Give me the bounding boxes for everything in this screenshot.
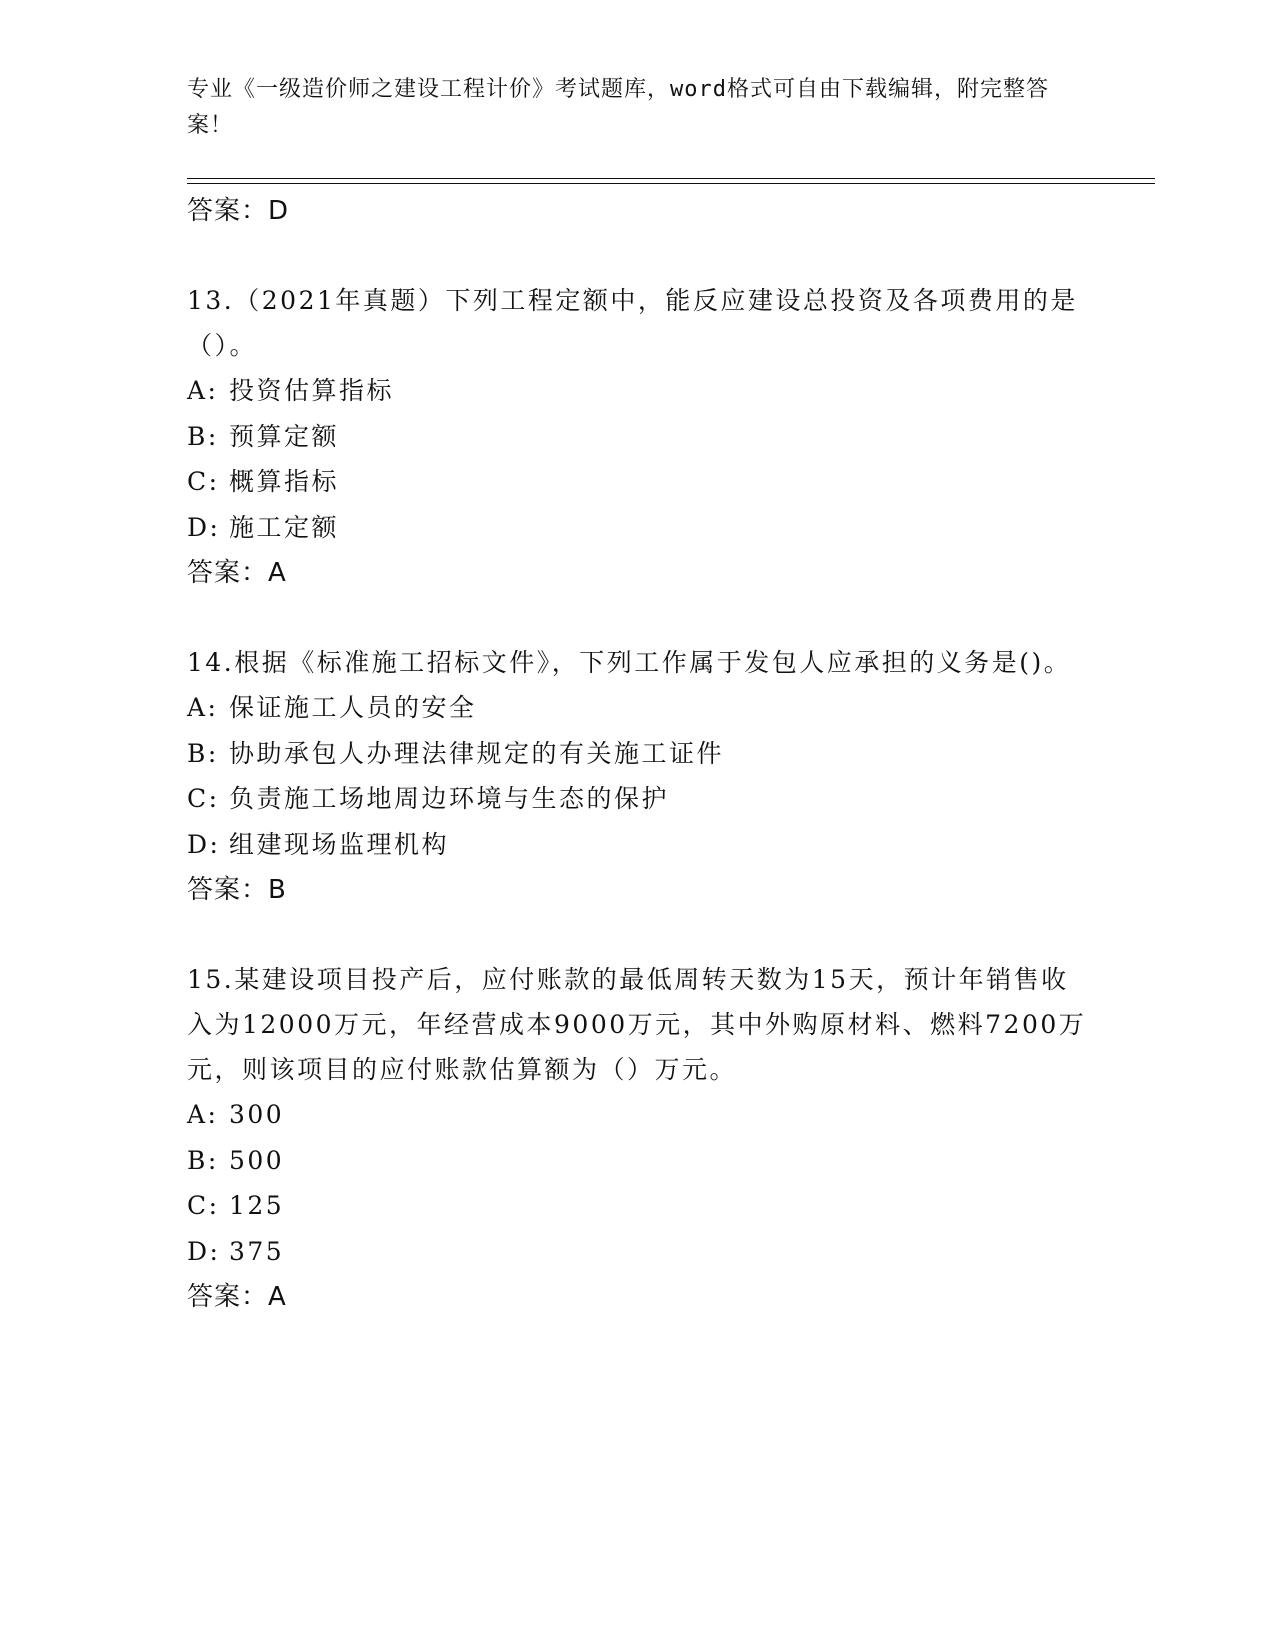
option-text: 概算指标 (229, 467, 340, 496)
previous-answer: 答案：D (187, 196, 290, 226)
option-letter: C: (187, 1191, 220, 1220)
document-header (187, 72, 1067, 144)
option-text: 组建现场监理机构 (229, 829, 450, 859)
option-text: 300 (229, 1100, 285, 1129)
question-15 (187, 957, 1087, 1320)
option-letter: D: (187, 1236, 221, 1266)
option-letter: B: (187, 738, 219, 768)
question-14 (187, 640, 1087, 913)
answer-line: 答案：A (187, 558, 287, 588)
option-letter: A: (187, 1100, 219, 1129)
option-text: 投资估算指标 (229, 376, 395, 405)
document-body (187, 188, 1087, 1320)
header-divider-bottom (187, 183, 1155, 184)
option-a (187, 1092, 1087, 1138)
option-a (187, 368, 1087, 414)
option-letter: D: (187, 829, 221, 859)
option-text: 施工定额 (229, 512, 340, 542)
question-13 (187, 278, 1087, 596)
option-d (187, 1229, 1087, 1275)
option-letter: C: (187, 784, 220, 813)
option-letter: D: (187, 512, 221, 542)
option-text: 协助承包人办理法律规定的有关施工证件 (229, 738, 725, 768)
question-stem: 14.根据《标准施工招标文件》，下列工作属于发包人应承担的义务是()。 (187, 648, 1072, 677)
answer-line: 答案：B (187, 875, 287, 905)
option-letter: B: (187, 421, 219, 451)
option-letter: C: (187, 467, 220, 496)
option-b (187, 731, 1087, 777)
option-a (187, 685, 1087, 731)
answer-line: 答案：A (187, 1282, 287, 1312)
question-stem: 15.某建设项目投产后，应付账款的最低周转天数为15天，预计年销售收入为12000万元，年经营成本9000万元，其中外购原材料、燃料7200万元，则该项目的应付账款估算额为（）万元。 (187, 965, 1087, 1084)
option-text: 负责施工场地周边环境与生态的保护 (229, 784, 670, 813)
option-letter: B: (187, 1145, 219, 1175)
option-d (187, 505, 1087, 551)
option-text: 保证施工人员的安全 (229, 693, 477, 722)
header-text: 专业《一级造价师之建设工程计价》考试题库，word格式可自由下载编辑，附完整答案！ (187, 77, 1049, 138)
option-d (187, 822, 1087, 868)
header-divider-top (187, 178, 1155, 179)
option-letter: A: (187, 376, 219, 405)
option-c (187, 459, 1087, 505)
question-stem: 13.（2021年真题）下列工程定额中，能反应建设总投资及各项费用的是（）。 (187, 286, 1078, 360)
option-text: 375 (229, 1236, 285, 1266)
option-text: 预算定额 (229, 421, 340, 451)
option-b (187, 414, 1087, 460)
option-c (187, 776, 1087, 822)
option-letter: A: (187, 693, 219, 722)
option-b (187, 1138, 1087, 1184)
option-text: 125 (229, 1191, 285, 1220)
option-text: 500 (229, 1145, 285, 1175)
option-c (187, 1183, 1087, 1229)
